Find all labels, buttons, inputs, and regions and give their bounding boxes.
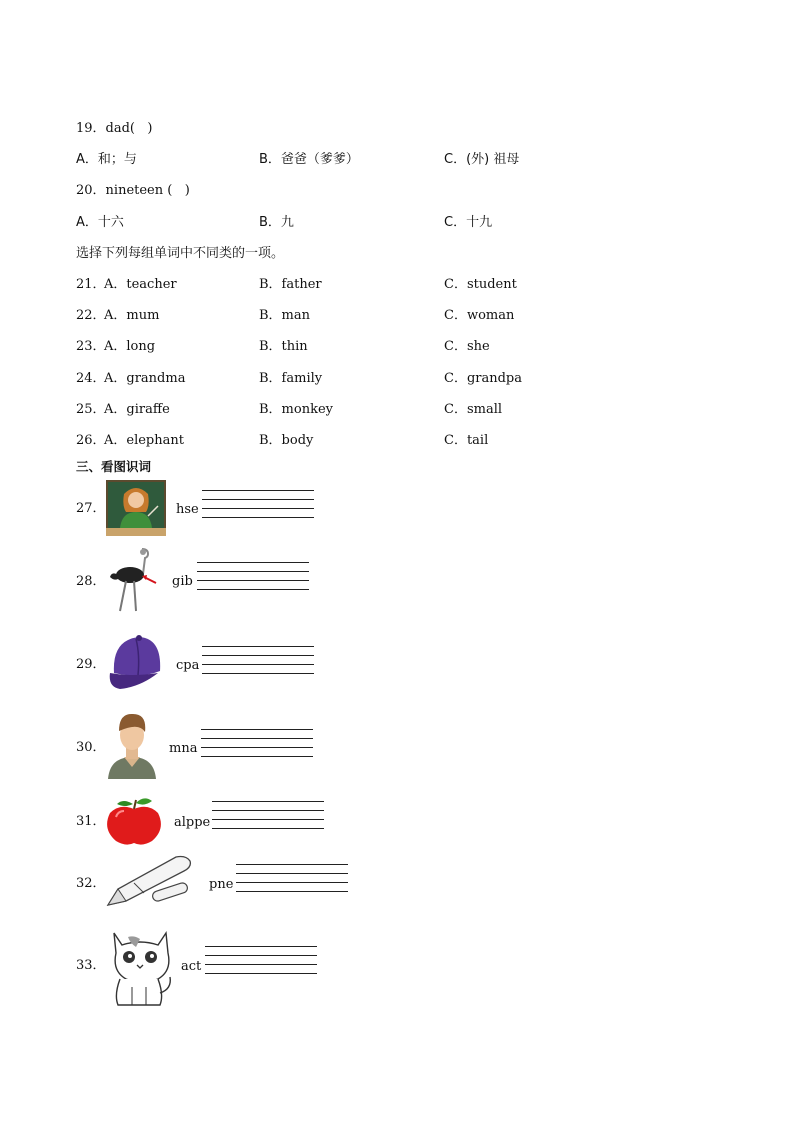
question-23-number: 23． (76, 339, 106, 354)
apple-icon (106, 797, 164, 845)
question-23-option-a: A．long (104, 339, 156, 354)
question-29-scrambled-word: cpa (176, 658, 200, 673)
question-27-scrambled-word: hse (176, 502, 199, 517)
question-33-scrambled-word: act (181, 959, 202, 974)
question-32-scrambled-word: pne (209, 877, 234, 892)
question-22-option-c: C．woman (444, 308, 515, 323)
question-31-answer-lines[interactable] (212, 801, 324, 837)
question-33-answer-lines[interactable] (205, 946, 317, 982)
question-26-option-b: B．body (259, 433, 314, 448)
question-22-option-b: B．man (259, 308, 311, 323)
question-32-answer-lines[interactable] (236, 864, 348, 900)
question-21-option-b: B．father (259, 277, 322, 292)
question-25-option-b: B．monkey (259, 402, 333, 417)
question-23-option-b: B．thin (259, 339, 308, 354)
question-31-number: 31． (76, 814, 106, 829)
question-19-option-c: C．(外) 祖母 (444, 152, 520, 167)
question-27-answer-lines[interactable] (202, 490, 314, 526)
question-20-option-b: B．九 (259, 215, 294, 230)
question-25-option-a: A．giraffe (104, 402, 170, 417)
question-31-scrambled-word: alppe (174, 815, 211, 830)
question-23-option-c: C．she (444, 339, 490, 354)
question-32-number: 32． (76, 876, 106, 891)
question-26-number: 26． (76, 433, 106, 448)
teacher-icon (106, 480, 166, 536)
question-24-option-c: C．grandpa (444, 371, 523, 386)
question-28-answer-lines[interactable] (197, 562, 309, 598)
question-26-option-a: A．elephant (104, 433, 184, 448)
question-28-scrambled-word: gib (172, 574, 193, 589)
question-19-option-b: B．爸爸（爹爹） (259, 152, 359, 167)
question-21-option-c: C．student (444, 277, 517, 292)
question-21-option-a: A．teacher (104, 277, 177, 292)
question-25-option-c: C．small (444, 402, 503, 417)
question-22-option-a: A．mum (104, 308, 160, 323)
question-20-option-c: C．十九 (444, 215, 493, 230)
question-24-number: 24． (76, 371, 106, 386)
man-icon (106, 711, 158, 779)
question-24-option-a: A．grandma (104, 371, 186, 386)
question-24-option-b: B．family (259, 371, 323, 386)
question-21-number: 21． (76, 277, 106, 292)
question-20-stem: 20．nineteen ( ) (76, 183, 190, 198)
section-instruction: 选择下列每组单词中不同类的一项。 (76, 246, 285, 261)
question-19-stem: 19．dad( ) (76, 121, 153, 136)
question-20-option-a: A．十六 (76, 215, 124, 230)
ostrich-icon (106, 547, 162, 615)
question-29-number: 29． (76, 657, 106, 672)
pen-icon (104, 853, 196, 909)
question-25-number: 25． (76, 402, 106, 417)
question-22-number: 22． (76, 308, 106, 323)
section-3-heading: 三、看图识词 (76, 459, 152, 474)
question-30-answer-lines[interactable] (201, 729, 313, 765)
question-27-number: 27． (76, 501, 106, 516)
question-30-number: 30． (76, 740, 106, 755)
cat-icon (106, 927, 174, 1007)
question-28-number: 28． (76, 574, 106, 589)
question-33-number: 33． (76, 958, 106, 973)
cap-icon (106, 633, 162, 693)
question-26-option-c: C．tail (444, 433, 489, 448)
question-19-option-a: A．和；与 (76, 152, 137, 167)
question-29-answer-lines[interactable] (202, 646, 314, 682)
question-30-scrambled-word: mna (169, 741, 198, 756)
